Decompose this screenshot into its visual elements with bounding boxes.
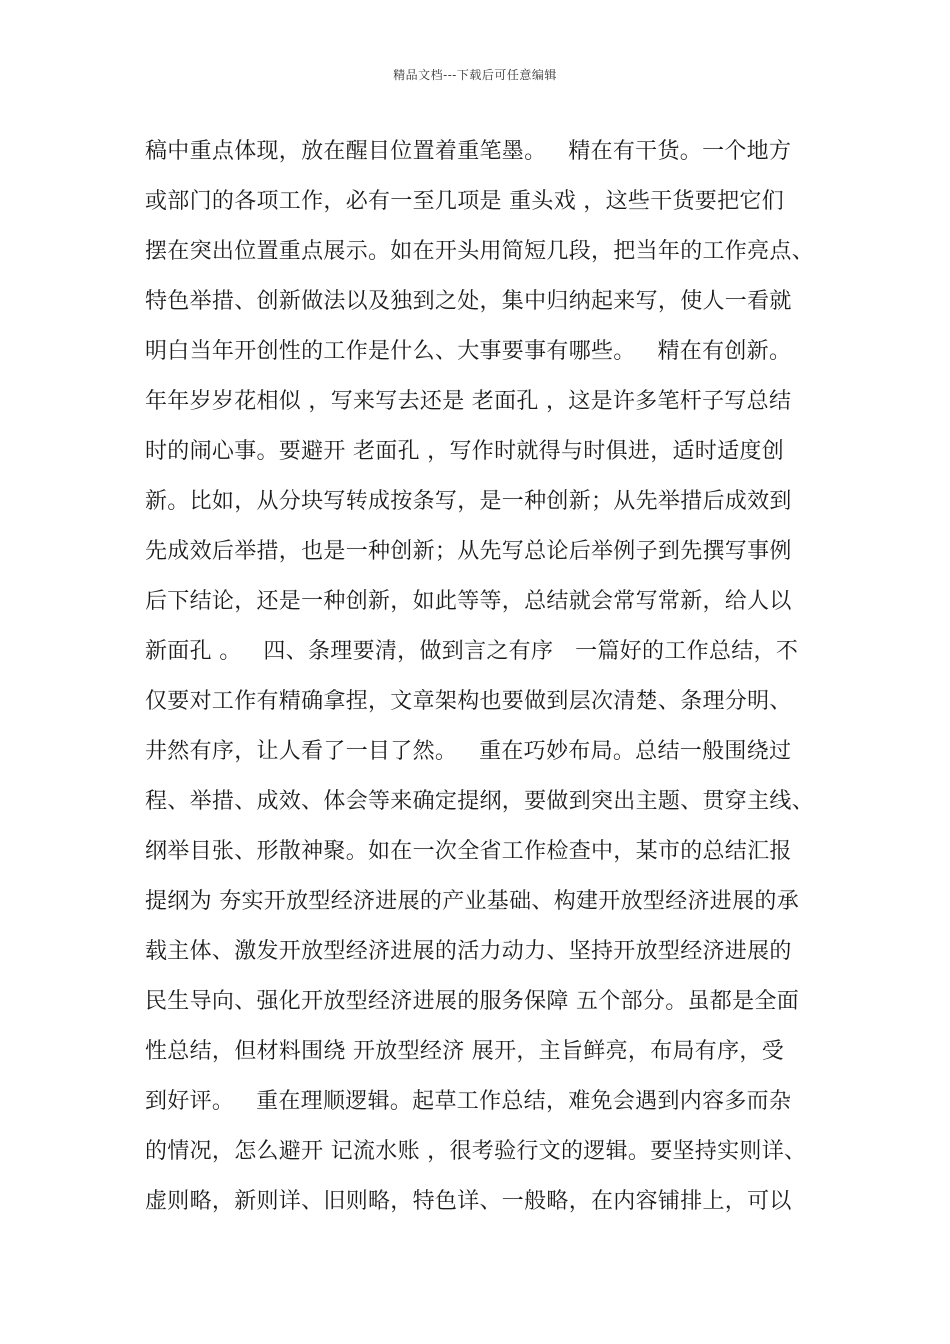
text-line: 程、举措、成效、体会等来确定提纲，要做到突出主题、贯穿主线、	[145, 789, 815, 814]
document-body	[145, 132, 835, 1232]
text-line: 摆在突出位置重点展示。如在开头用简短几段，把当年的工作亮点、	[145, 239, 815, 264]
text-line: 提纲为 夯实开放型经济进展的产业基础、构建开放型经济进展的承	[145, 889, 799, 914]
text-line: 新。比如，从分块写转成按条写，是一种创新；从先举措后成效到	[145, 489, 792, 514]
text-line: 稿中重点体现，放在醒目位置着重笔墨。 精在有干货。一个地方	[145, 139, 792, 164]
page-header: 精品文档---下载后可任意编辑	[393, 68, 557, 82]
text-line: 先成效后举措，也是一种创新；从先写总论后举例子到先撰写事例	[145, 539, 792, 564]
text-line: 特色举措、创新做法以及独到之处，集中归纳起来写，使人一看就	[145, 289, 792, 314]
text-line: 井然有序，让人看了一目了然。 重在巧妙布局。总结一般围绕过	[145, 739, 792, 764]
text-line: 的情况，怎么避开 记流水账 ，很考验行文的逻辑。要坚持实则详、	[145, 1139, 807, 1164]
text-line: 时的闹心事。要避开 老面孔 ，写作时就得与时俱进，适时适度创	[145, 439, 784, 464]
text-line: 年年岁岁花相似 ，写来写去还是 老面孔 ，这是许多笔杆子写总结	[145, 389, 792, 414]
text-line: 后下结论，还是一种创新，如此等等，总结就会常写常新，给人以	[145, 589, 792, 614]
text-line: 载主体、激发开放型经济进展的活力动力、坚持开放型经济进展的	[145, 939, 792, 964]
text-line: 到好评。 重在理顺逻辑。起草工作总结，难免会遇到内容多而杂	[145, 1089, 792, 1114]
text-line: 明白当年开创性的工作是什么、大事要事有哪些。 精在有创新。	[145, 339, 792, 364]
text-line: 虚则略，新则详、旧则略，特色详、一般略，在内容铺排上，可以	[145, 1189, 792, 1214]
text-line: 新面孔 。 四、条理要清，做到言之有序 一篇好的工作总结，不	[145, 639, 799, 664]
text-line: 或部门的各项工作，必有一至几项是 重头戏 ，这些干货要把它们	[145, 189, 784, 214]
text-line: 仅要对工作有精确拿捏，文章架构也要做到层次清楚、条理分明、	[145, 689, 792, 714]
text-line: 民生导向、强化开放型经济进展的服务保障 五个部分。虽都是全面	[145, 989, 799, 1014]
text-line: 纲举目张、形散神聚。如在一次全省工作检查中，某市的总结汇报	[145, 839, 792, 864]
text-line: 性总结，但材料围绕 开放型经济 展开，主旨鲜亮，布局有序，受	[145, 1039, 784, 1064]
